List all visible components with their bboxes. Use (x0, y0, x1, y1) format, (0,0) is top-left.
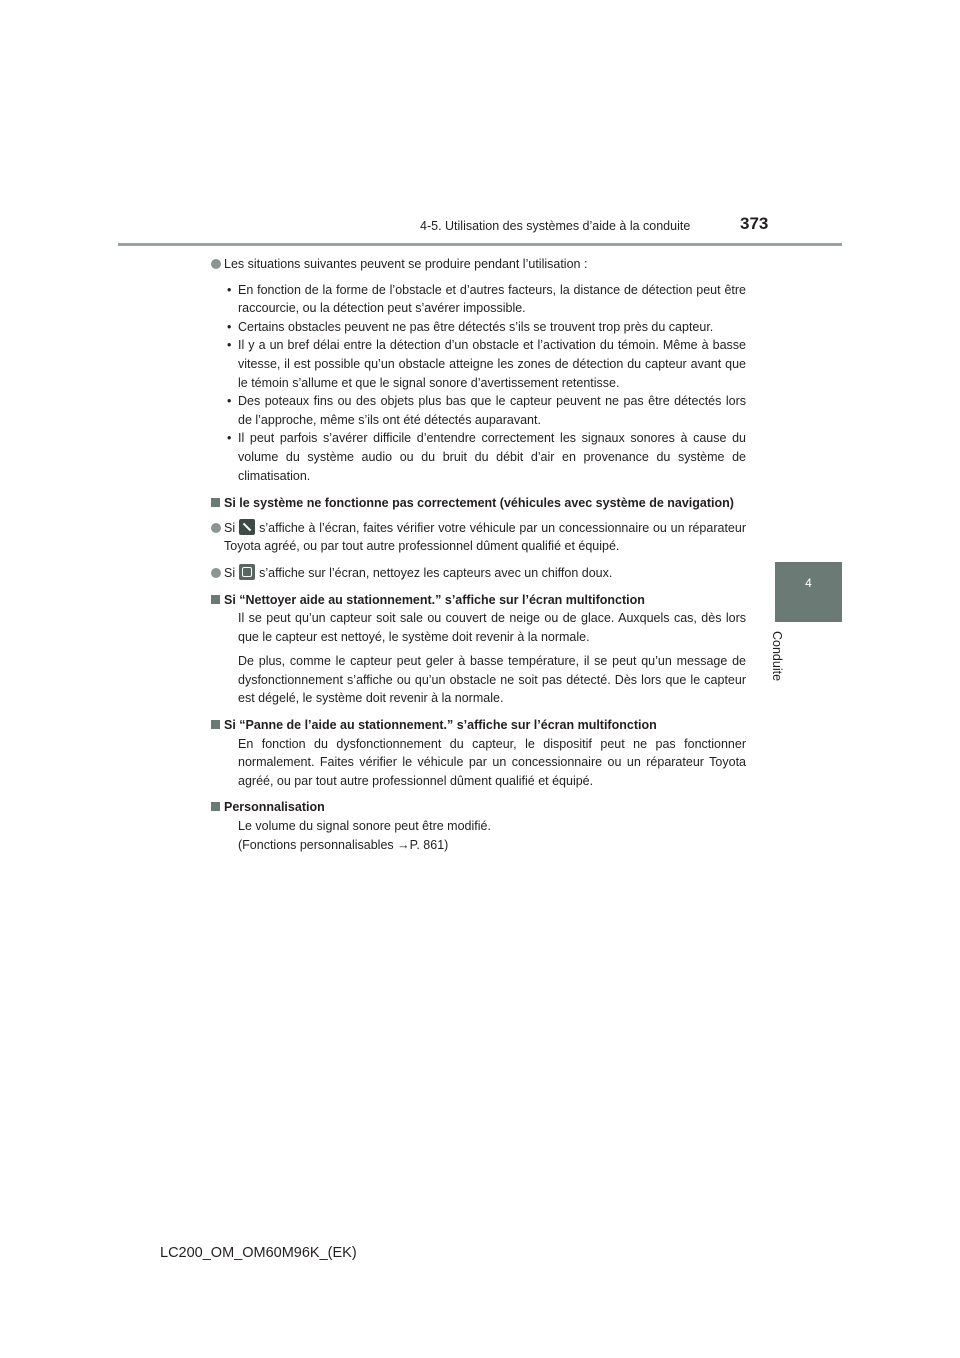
list-item (211, 318, 746, 337)
list-item (211, 429, 746, 485)
malfunction-bullet-1 (211, 519, 746, 556)
custom-line-2[interactable]: (Fonctions personnalisables →P. 861) (238, 837, 449, 852)
failure-paragraph: En fonction du dysfonctionnement du capteur, le dispositif peut ne pas fonctionner normalement. Faites vérifier le véhicule par un concessionnaire ou un réparateur Toyota agréé, ou par tout autre professionnel dûment qualifié et équipé. (238, 736, 746, 788)
chapter-label (770, 631, 804, 691)
heading-malfunction-text: Si le système ne fonctionne pas correctement (véhicules avec système de navigation) (224, 496, 734, 511)
heading-failure-text: Si “Panne de l’aide au stationnement.” s’affiche sur l’écran multifonction (224, 718, 657, 733)
bullet-dot-icon: • (227, 282, 232, 297)
malfunction-1-post: s’affiche à l’écran, faites vérifier votre véhicule par un concessionnaire ou un réparateur Toyota agréé, ou par tout autre professionnel dûment qualifié et équipé. (224, 520, 746, 554)
section-square-icon (211, 802, 220, 811)
sensor-fault-icon (239, 519, 255, 535)
heading-clean-text: Si “Nettoyer aide au stationnement.” s’affiche sur l’écran multifonction (224, 592, 645, 607)
list-item-text: Certains obstacles peuvent ne pas être détectés s’ils se trouvent trop près du capteur. (238, 319, 714, 334)
clean-paragraph-2: De plus, comme le capteur peut geler à basse température, il se peut qu’un message de dysfonctionnement s’affiche ou qu’un obstacle ne soit pas détecté. Dès lors que le capteur est dégelé, le système doit revenir à la normale. (238, 654, 746, 706)
header-section-title: 4-5. Utilisation des systèmes d’aide à la conduite (420, 219, 691, 233)
bullet-circle-icon (211, 523, 221, 533)
page-content (211, 255, 746, 854)
heading-custom (211, 798, 746, 817)
chapter-label-text: Conduite (770, 631, 784, 682)
section-square-icon (211, 498, 220, 507)
bullet-dot-icon: • (227, 431, 232, 446)
header-rule (118, 243, 842, 246)
chapter-tab[interactable] (775, 562, 842, 622)
bullet-circle-icon (211, 259, 221, 269)
malfunction-1-pre: Si (224, 520, 236, 535)
section-square-icon (211, 720, 220, 729)
chapter-tab-number: 4 (805, 576, 812, 590)
list-item-text: Il peut parfois s’avérer difficile d’entendre correctement les signaux sonores à cause du volume du système audio ou du bruit du débit d’air en provenance du système de climatisation. (238, 431, 746, 483)
list-item (211, 392, 746, 429)
intro-bullet-text: Les situations suivantes peuvent se produire pendant l’utilisation : (224, 257, 588, 271)
sensor-dirty-icon (239, 564, 255, 580)
bullet-dot-icon: • (227, 338, 232, 353)
bullet-circle-icon (211, 568, 221, 578)
list-item (211, 336, 746, 392)
malfunction-2-post: s’affiche sur l’écran, nettoyez les capteurs avec un chiffon doux. (259, 565, 613, 580)
heading-clean (211, 591, 746, 610)
bullet-dot-icon: • (227, 319, 232, 334)
intro-bullet (211, 255, 746, 274)
malfunction-2-pre: Si (224, 565, 236, 580)
list-item-text: En fonction de la forme de l’obstacle et d’autres facteurs, la distance de détection peut être raccourcie, ou la détection peut s’avérer impossible. (238, 282, 746, 316)
heading-custom-text: Personnalisation (224, 800, 325, 815)
situations-list (211, 281, 746, 486)
bullet-dot-icon: • (227, 394, 232, 409)
custom-line-1: Le volume du signal sonore peut être modifié. (238, 819, 491, 834)
malfunction-bullet-2 (211, 564, 746, 583)
list-item-text: Des poteaux fins ou des objets plus bas que le capteur peuvent ne pas être détectés lors de l’approche, même s’ils ont été détectés auparavant. (238, 394, 746, 427)
heading-failure (211, 716, 746, 735)
document-code: LC200_OM_OM60M96K_(EK) (160, 1245, 357, 1261)
clean-paragraph-1: Il se peut qu’un capteur soit sale ou couvert de neige ou de glace. Auxquels cas, dès lors que le capteur est nettoyé, le système doit revenir à la normale. (238, 611, 746, 644)
list-item (211, 281, 746, 318)
list-item-text: Il y a un bref délai entre la détection d’un obstacle et l’activation du témoin. Même à basse vitesse, il est possible qu’un obstacle atteigne les zones de détection du capteur avant que le témoin s’allume et que le signal sonore d’avertissement retentisse. (238, 338, 746, 390)
heading-malfunction (211, 494, 746, 513)
page-number: 373 (740, 214, 769, 233)
section-square-icon (211, 595, 220, 604)
